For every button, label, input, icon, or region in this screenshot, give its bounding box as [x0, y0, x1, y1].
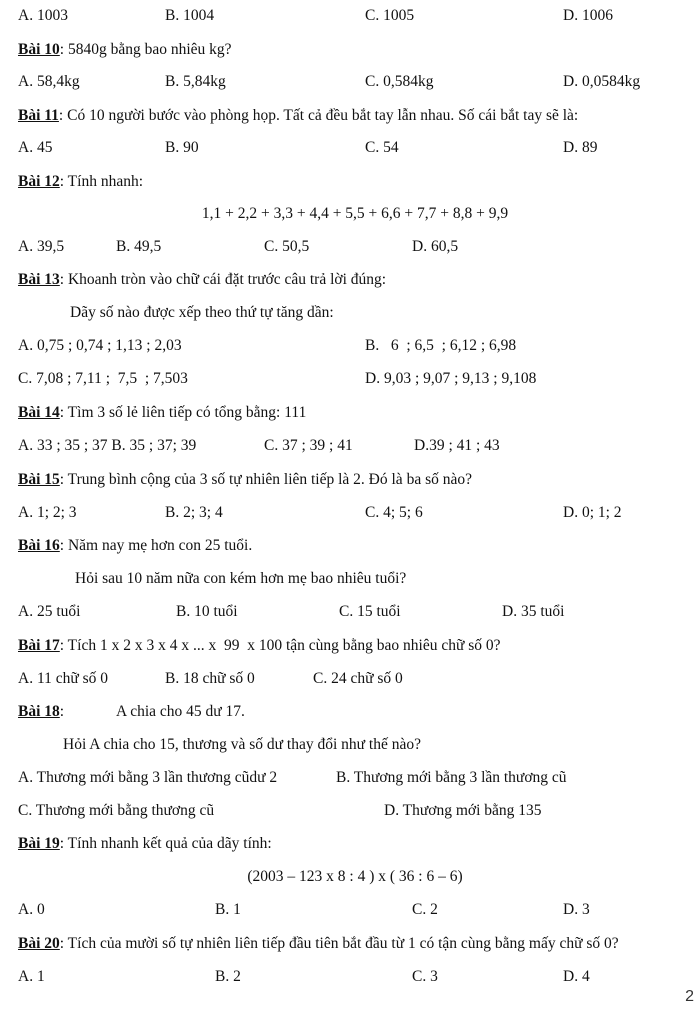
q16-option-b: B. 10 tuổi — [176, 603, 238, 620]
q19-text: : Tính nhanh kết quả của dãy tính: — [59, 835, 272, 852]
q11-label: Bài 11 — [18, 107, 59, 124]
q17-question — [18, 636, 501, 656]
q17-option-b: B. 18 chữ số 0 — [165, 670, 255, 687]
q18-text: A chia cho 45 dư 17. — [116, 703, 245, 720]
q12-text: : Tính nhanh: — [59, 173, 144, 190]
q9-option-b: B. 1004 — [165, 7, 215, 24]
q13-label: Bài 13 — [18, 271, 60, 288]
q13-option-b: B. 6 ; 6,5 ; 6,12 ; 6,98 — [365, 337, 517, 354]
q20-option-b: B. 2 — [215, 968, 241, 985]
q18-subquestion: Hỏi A chia cho 15, thương và số dư thay đổi như thế nào? — [63, 736, 421, 753]
q20-question — [18, 934, 619, 954]
q17-option-a: A. 11 chữ số 0 — [18, 670, 109, 687]
q13-option-c: C. 7,08 ; 7,11 ; 7,5 ; 7,503 — [18, 370, 188, 387]
q12-option-c: C. 50,5 — [264, 238, 310, 255]
q10-label: Bài 10 — [18, 41, 60, 58]
q13-question — [18, 270, 386, 290]
q12-label: Bài 12 — [18, 173, 60, 190]
q11-option-a: A. 45 — [18, 139, 53, 156]
q16-label: Bài 16 — [18, 537, 60, 554]
q20-option-c: C. 3 — [412, 968, 438, 985]
q16-option-c: C. 15 tuổi — [339, 603, 401, 620]
q15-option-a: A. 1; 2; 3 — [18, 504, 77, 521]
q18-option-b: B. Thương mới bằng 3 lần thương cũ — [336, 769, 567, 786]
q18-question — [18, 702, 64, 722]
q19-label: Bài 19 — [18, 835, 60, 852]
q18-option-c: C. Thương mới bằng thương cũ — [18, 802, 215, 819]
q20-option-a: A. 1 — [18, 968, 45, 985]
q13-subquestion: Dãy số nào được xếp theo thứ tự tăng dần: — [70, 304, 334, 321]
q18-colon: : — [59, 703, 65, 720]
q14-option-ab: A. 33 ; 35 ; 37 B. 35 ; 37; 39 — [18, 437, 197, 454]
q11-option-d: D. 89 — [563, 139, 598, 156]
q12-option-a: A. 39,5 — [18, 238, 65, 255]
q15-question — [18, 470, 472, 490]
q11-option-b: B. 90 — [165, 139, 199, 156]
q19-question — [18, 834, 272, 854]
q15-label: Bài 15 — [18, 471, 60, 488]
q19-option-b: B. 1 — [215, 901, 241, 918]
q16-text: : Năm nay mẹ hơn con 25 tuổi. — [59, 537, 253, 554]
q18-label: Bài 18 — [18, 703, 60, 720]
q16-question — [18, 536, 252, 556]
q18-option-a: A. Thương mới bằng 3 lần thương cũdư 2 — [18, 769, 278, 786]
q9-option-c: C. 1005 — [365, 7, 415, 24]
q10-option-b: B. 5,84kg — [165, 73, 226, 90]
q12-question — [18, 172, 143, 192]
q20-text: : Tích của mười số tự nhiên liên tiếp đầu tiên bắt đầu từ 1 có tận cùng bằng mấy chữ số 0? — [59, 935, 619, 952]
q9-option-d: D. 1006 — [563, 7, 613, 24]
q12-option-d: D. 60,5 — [412, 238, 459, 255]
q13-text: : Khoanh tròn vào chữ cái đặt trước câu trả lời đúng: — [59, 271, 387, 288]
q13-option-d: D. 9,03 ; 9,07 ; 9,13 ; 9,108 — [365, 370, 537, 387]
q9-option-a: A. 1003 — [18, 7, 68, 24]
q17-option-c: C. 24 chữ số 0 — [313, 670, 403, 687]
q17-label: Bài 17 — [18, 637, 60, 654]
q12-option-b: B. 49,5 — [116, 238, 162, 255]
q10-option-d: D. 0,0584kg — [563, 73, 641, 90]
q17-text: : Tích 1 x 2 x 3 x 4 x ... x 99 x 100 tận cùng bằng bao nhiêu chữ số 0? — [59, 637, 501, 654]
q16-subquestion: Hỏi sau 10 năm nữa con kém hơn mẹ bao nhiêu tuổi? — [75, 570, 407, 587]
q10-option-c: C. 0,584kg — [365, 73, 434, 90]
q19-option-c: C. 2 — [412, 901, 438, 918]
q14-label: Bài 14 — [18, 404, 60, 421]
q12-expression: 1,1 + 2,2 + 3,3 + 4,4 + 5,5 + 6,6 + 7,7 + 8,8 + 9,9 — [201, 205, 509, 222]
q16-option-a: A. 25 tuổi — [18, 603, 81, 620]
q11-text: : Có 10 người bước vào phòng họp. Tất cả đều bắt tay lẫn nhau. Số cái bắt tay sẽ là: — [58, 107, 579, 124]
q14-option-d: D.39 ; 41 ; 43 — [414, 437, 500, 454]
q19-option-a: A. 0 — [18, 901, 45, 918]
q15-option-c: C. 4; 5; 6 — [365, 504, 423, 521]
page-number: 2 — [685, 988, 694, 1005]
q11-option-c: C. 54 — [365, 139, 399, 156]
q16-option-d: D. 35 tuổi — [502, 603, 565, 620]
q13-option-a: A. 0,75 ; 0,74 ; 1,13 ; 2,03 — [18, 337, 182, 354]
q10-question — [18, 40, 232, 60]
q19-option-d: D. 3 — [563, 901, 590, 918]
q15-option-b: B. 2; 3; 4 — [165, 504, 223, 521]
q15-text: : Trung bình cộng của 3 số tự nhiên liên tiếp là 2. Đó là ba số nào? — [59, 471, 472, 488]
q20-label: Bài 20 — [18, 935, 60, 952]
q14-text: : Tìm 3 số lẻ liên tiếp có tổng bằng: 111 — [59, 404, 307, 421]
q11-question — [18, 106, 578, 126]
q15-option-d: D. 0; 1; 2 — [563, 504, 622, 521]
q14-question — [18, 403, 306, 423]
q10-option-a: A. 58,4kg — [18, 73, 80, 90]
q19-expression: (2003 – 123 x 8 : 4 ) x ( 36 : 6 – 6) — [247, 868, 463, 885]
q20-option-d: D. 4 — [563, 968, 590, 985]
q14-option-c: C. 37 ; 39 ; 41 — [264, 437, 353, 454]
q18-option-d: D. Thương mới bằng 135 — [384, 802, 542, 819]
q10-text: : 5840g bằng bao nhiêu kg? — [59, 41, 232, 58]
